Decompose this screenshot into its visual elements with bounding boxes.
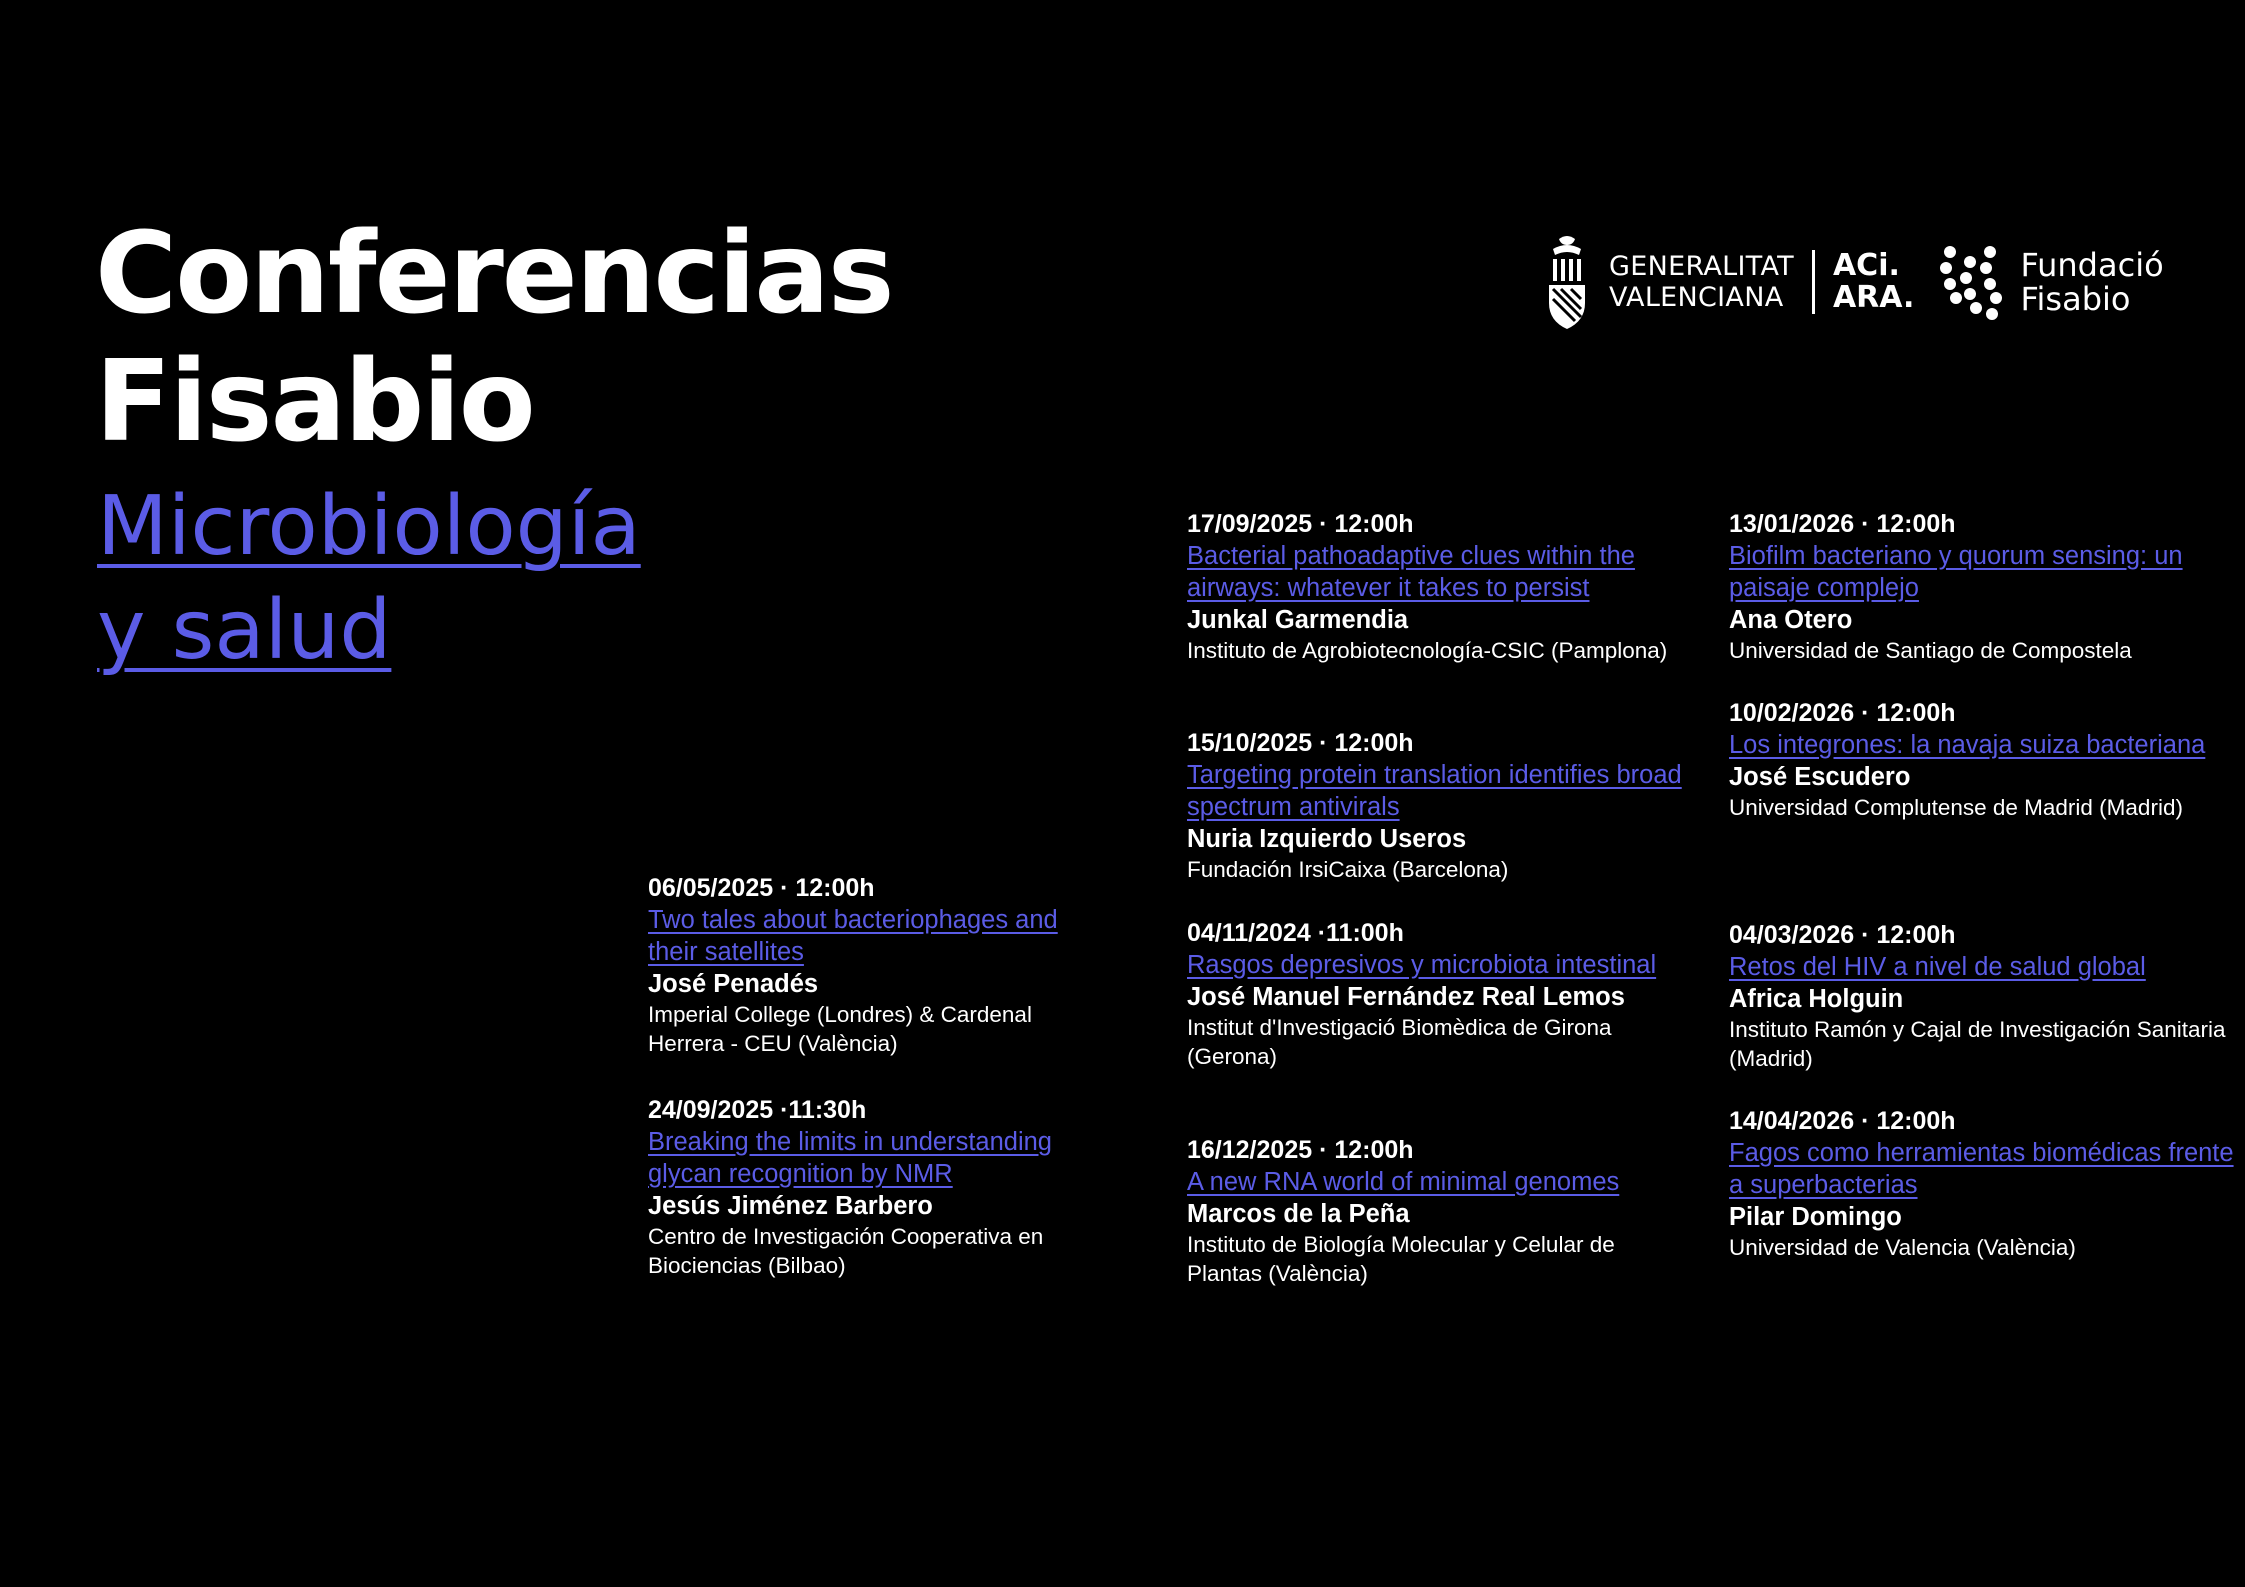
event-title-link[interactable]: Los integrones: la navaja suiza bacteriana — [1729, 731, 2206, 759]
event-speaker: Pilar Domingo — [1729, 1203, 1902, 1231]
event-institution: Universidad de Santiago de Compostela — [1729, 638, 2132, 663]
event-card — [1187, 1134, 1687, 1288]
event-institution: Imperial College (Londres) & Cardenal Herrera - CEU (València) — [648, 1002, 1032, 1056]
event-date: 24/09/2025 ·11:30h — [648, 1096, 867, 1124]
logo-divider — [1812, 250, 1815, 314]
event-card — [1187, 508, 1687, 665]
event-date: 04/03/2026 · 12:00h — [1729, 921, 1956, 949]
fundacio-line-1: Fundació — [2020, 246, 2164, 284]
event-speaker: Nuria Izquierdo Useros — [1187, 825, 1467, 853]
aciara-logo — [1833, 250, 1915, 314]
event-institution: Fundación IrsiCaixa (Barcelona) — [1187, 857, 1509, 882]
event-card — [1729, 697, 2239, 822]
event-title-link[interactable]: Breaking the limits in understanding glycan recognition by NMR — [648, 1128, 1052, 1188]
event-title-link[interactable]: Targeting protein translation identifies broad spectrum antivirals — [1187, 761, 1682, 821]
event-institution: Instituto de Biología Molecular y Celular de Plantas (València) — [1187, 1232, 1615, 1286]
gv-line-1: GENERALITAT — [1609, 251, 1794, 282]
generalitat-wordmark — [1609, 251, 1794, 313]
event-speaker: Marcos de la Peña — [1187, 1200, 1410, 1228]
event-card — [1187, 727, 1687, 884]
event-card — [1729, 919, 2239, 1073]
event-title-link[interactable]: Bacterial pathoadaptive clues within the airways: whatever it takes to persist — [1187, 542, 1635, 602]
event-card — [1187, 917, 1687, 1071]
event-date: 16/12/2025 · 12:00h — [1187, 1136, 1414, 1164]
subtitle-line-2[interactable]: y salud — [97, 583, 392, 678]
fundacio-line-2: Fisabio — [2020, 280, 2131, 318]
event-date: 17/09/2025 · 12:00h — [1187, 510, 1414, 538]
event-date: 04/11/2024 ·11:00h — [1187, 919, 1404, 947]
event-speaker: José Manuel Fernández Real Lemos — [1187, 983, 1625, 1011]
event-title-link[interactable]: Retos del HIV a nivel de salud global — [1729, 953, 2146, 981]
generalitat-crest-icon — [1545, 233, 1589, 331]
series-subtitle[interactable] — [97, 475, 641, 683]
event-institution: Centro de Investigación Cooperativa en Biociencias (Bilbao) — [648, 1224, 1044, 1278]
title-line-1: Conferencias — [95, 209, 893, 339]
event-title-link[interactable]: Two tales about bacteriophages and their satellites — [648, 906, 1058, 966]
event-speaker: Africa Holguin — [1729, 985, 1904, 1013]
event-title-link[interactable]: A new RNA world of minimal genomes — [1187, 1168, 1620, 1196]
event-speaker: José Escudero — [1729, 763, 1911, 791]
event-title-link[interactable]: Biofilm bacteriano y quorum sensing: un paisaje complejo — [1729, 542, 2183, 602]
fundacio-fisabio-wordmark — [2020, 248, 2163, 316]
aci-line-1: ACi. — [1832, 248, 1900, 283]
gv-line-2: VALENCIANA — [1609, 282, 1784, 313]
event-card — [648, 1094, 1098, 1280]
event-institution: Universidad Complutense de Madrid (Madrid) — [1729, 795, 2183, 820]
event-speaker: Ana Otero — [1729, 606, 1853, 634]
event-date: 14/04/2026 · 12:00h — [1729, 1107, 1956, 1135]
event-date: 15/10/2025 · 12:00h — [1187, 729, 1414, 757]
event-date: 13/01/2026 · 12:00h — [1729, 510, 1956, 538]
aci-line-2: ARA. — [1832, 280, 1915, 315]
event-date: 06/05/2025 · 12:00h — [648, 874, 875, 902]
event-card — [648, 872, 1098, 1058]
event-speaker: Jesús Jiménez Barbero — [648, 1192, 933, 1220]
event-institution: Instituto de Agrobiotecnología-CSIC (Pamplona) — [1187, 638, 1668, 663]
event-institution: Instituto Ramón y Cajal de Investigación Sanitaria (Madrid) — [1729, 1017, 2226, 1071]
sponsor-logos — [1545, 232, 2164, 332]
event-title-link[interactable]: Fagos como herramientas biomédicas frente a superbacterias — [1729, 1139, 2234, 1199]
event-institution: Institut d'Investigació Biomèdica de Girona (Gerona) — [1187, 1015, 1612, 1069]
event-card — [1729, 1105, 2239, 1262]
page-title — [95, 210, 893, 466]
title-line-2: Fisabio — [95, 337, 534, 467]
event-speaker: Junkal Garmendia — [1187, 606, 1409, 634]
subtitle-line-1[interactable]: Microbiología — [97, 479, 641, 574]
event-card — [1729, 508, 2239, 665]
event-institution: Universidad de Valencia (València) — [1729, 1235, 2076, 1260]
event-speaker: José Penadés — [648, 970, 819, 998]
event-title-link[interactable]: Rasgos depresivos y microbiota intestinal — [1187, 951, 1657, 979]
event-date: 10/02/2026 · 12:00h — [1729, 699, 1956, 727]
fisabio-mark-icon — [1940, 242, 2012, 322]
